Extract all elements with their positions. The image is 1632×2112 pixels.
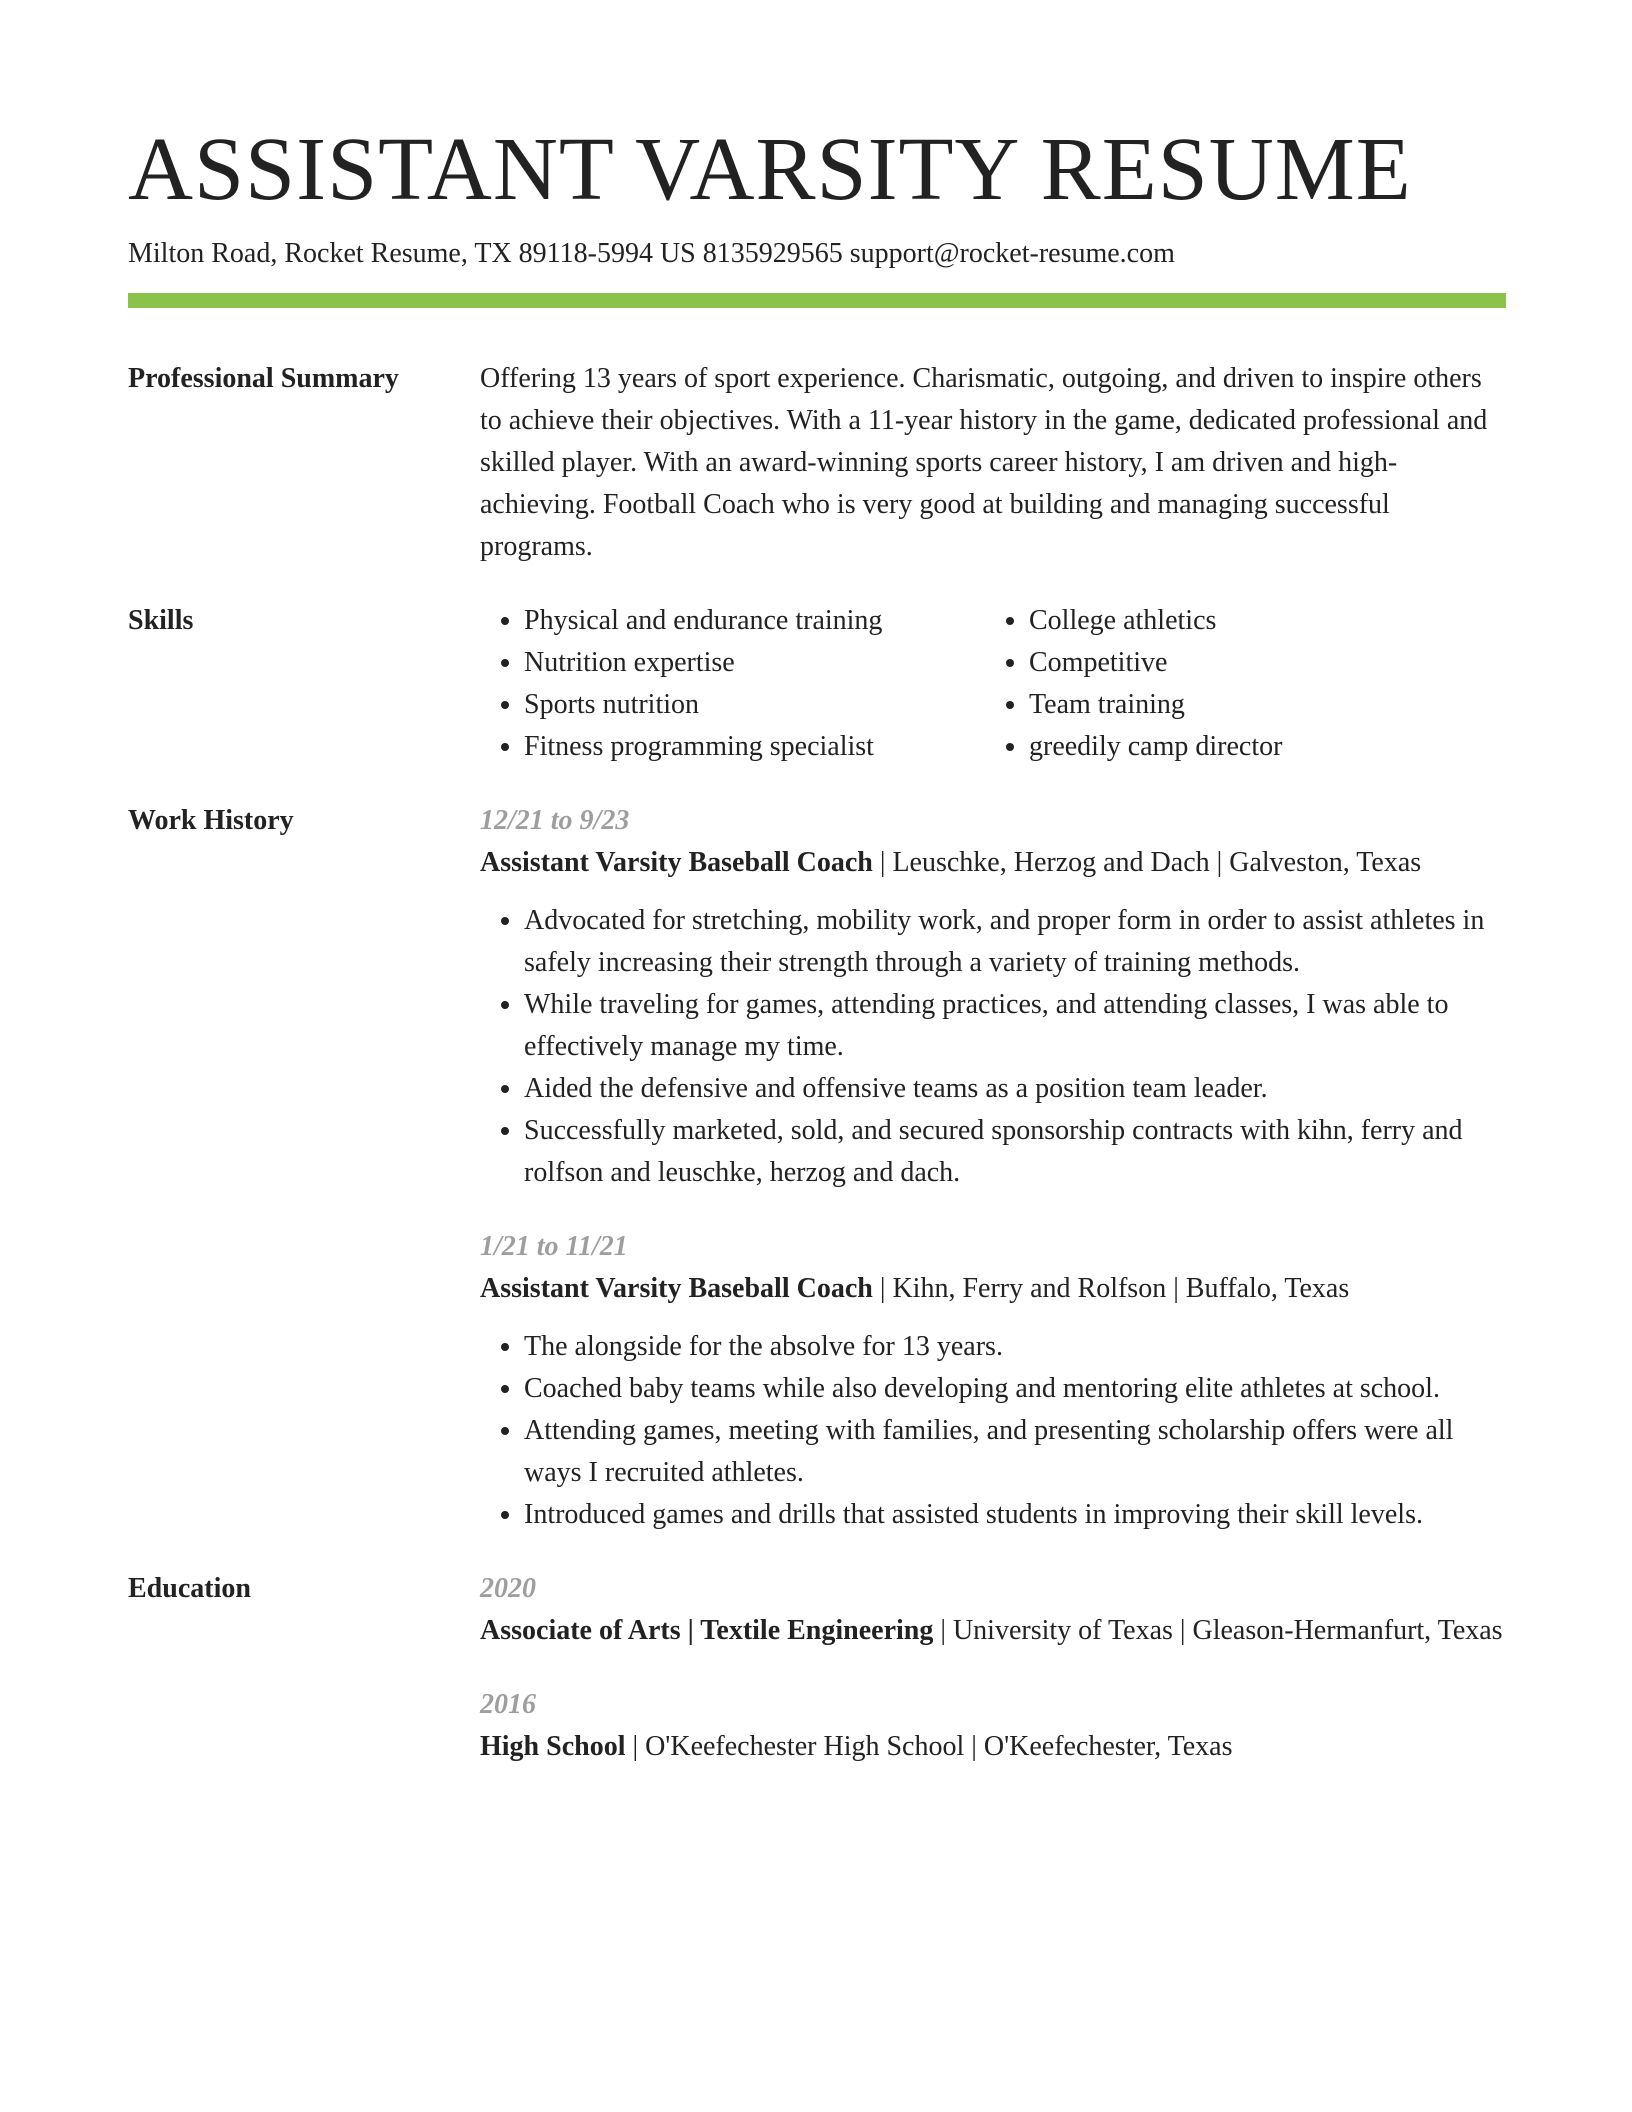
- skill-item: • College athletics: [1029, 600, 1490, 642]
- degree: Associate of Arts | Textile Engineering: [480, 1614, 934, 1646]
- education-details: | University of Texas | Gleason-Hermanfurt, Texas: [933, 1614, 1503, 1646]
- degree: High School: [480, 1730, 626, 1762]
- job-heading: [480, 1268, 1506, 1310]
- job-bullet: • While traveling for games, attending practices, and attending classes, I was able to effectively manage my time.: [524, 984, 1506, 1068]
- education-heading: [480, 1726, 1506, 1768]
- accent-divider: [128, 293, 1506, 308]
- skill-item: • Nutrition expertise: [524, 642, 985, 684]
- education-label: Education: [128, 1572, 251, 1604]
- summary-label: Professional Summary: [128, 362, 399, 394]
- job-bullets: [480, 900, 1506, 1194]
- education-entry: [480, 1568, 1506, 1652]
- skills-section: [128, 600, 1506, 768]
- education-date: 2020: [480, 1572, 536, 1604]
- job-bullet: • Introduced games and drills that assisted students in improving their skill levels.: [524, 1494, 1506, 1536]
- job-title: Assistant Varsity Baseball Coach: [480, 846, 873, 878]
- skills-list-left: [480, 600, 985, 768]
- job-bullet: • Attending games, meeting with families, and presenting scholarship offers were all ways I recruited athletes.: [524, 1410, 1506, 1494]
- education-details: | O'Keefechester High School | O'Keefechester, Texas: [625, 1730, 1233, 1762]
- job-bullet: • Coached baby teams while also developing and mentoring elite athletes at school.: [524, 1368, 1506, 1410]
- skill-item: • greedily camp director: [1029, 726, 1490, 768]
- education-entry: [480, 1684, 1506, 1768]
- skill-item: • Competitive: [1029, 642, 1490, 684]
- work-history-label: Work History: [128, 804, 294, 836]
- job-details: | Kihn, Ferry and Rolfson | Buffalo, Texas: [872, 1272, 1350, 1304]
- job-title: Assistant Varsity Baseball Coach: [480, 1272, 873, 1304]
- skills-list-right: [985, 600, 1490, 768]
- skill-item: • Physical and endurance training: [524, 600, 985, 642]
- skill-item: • Fitness programming specialist: [524, 726, 985, 768]
- job-entry: [480, 1226, 1506, 1536]
- job-bullet: • The alongside for the absolve for 13 years.: [524, 1326, 1506, 1368]
- job-bullets: [480, 1326, 1506, 1536]
- job-bullet: • Advocated for stretching, mobility work, and proper form in order to assist athletes in safely increasing their strength through a variety of training methods.: [524, 900, 1506, 984]
- skills-label: Skills: [128, 604, 194, 636]
- job-details: | Leuschke, Herzog and Dach | Galveston, Texas: [872, 846, 1422, 878]
- summary-text: Offering 13 years of sport experience. Charismatic, outgoing, and driven to inspire others to achieve their objectives. With a 11-year history in the game, dedicated professional and skilled player. With an award-winning sports career history, I am driven and high-achieving. Football Coach who is very good at building and managing successful programs.: [480, 362, 1488, 562]
- skill-item: • Sports nutrition: [524, 684, 985, 726]
- job-entry: [480, 800, 1506, 1194]
- resume-page: [128, 0, 1506, 1768]
- education-section: [128, 1568, 1506, 1768]
- summary-section: [128, 358, 1506, 568]
- skill-item: • Team training: [1029, 684, 1490, 726]
- work-history-section: [128, 800, 1506, 1536]
- job-bullet: • Successfully marketed, sold, and secured sponsorship contracts with kihn, ferry and rolfson and leuschke, herzog and dach.: [524, 1110, 1506, 1194]
- job-heading: [480, 842, 1506, 884]
- contact-line: Milton Road, Rocket Resume, TX 89118-5994 US 8135929565 support@rocket-resume.com: [128, 238, 1175, 269]
- resume-title: ASSISTANT VARSITY RESUME: [128, 120, 1412, 219]
- education-heading: [480, 1610, 1506, 1652]
- job-bullet: • Aided the defensive and offensive teams as a position team leader.: [524, 1068, 1506, 1110]
- education-date: 2016: [480, 1688, 536, 1720]
- job-date: 12/21 to 9/23: [480, 804, 630, 836]
- job-date: 1/21 to 11/21: [480, 1230, 628, 1262]
